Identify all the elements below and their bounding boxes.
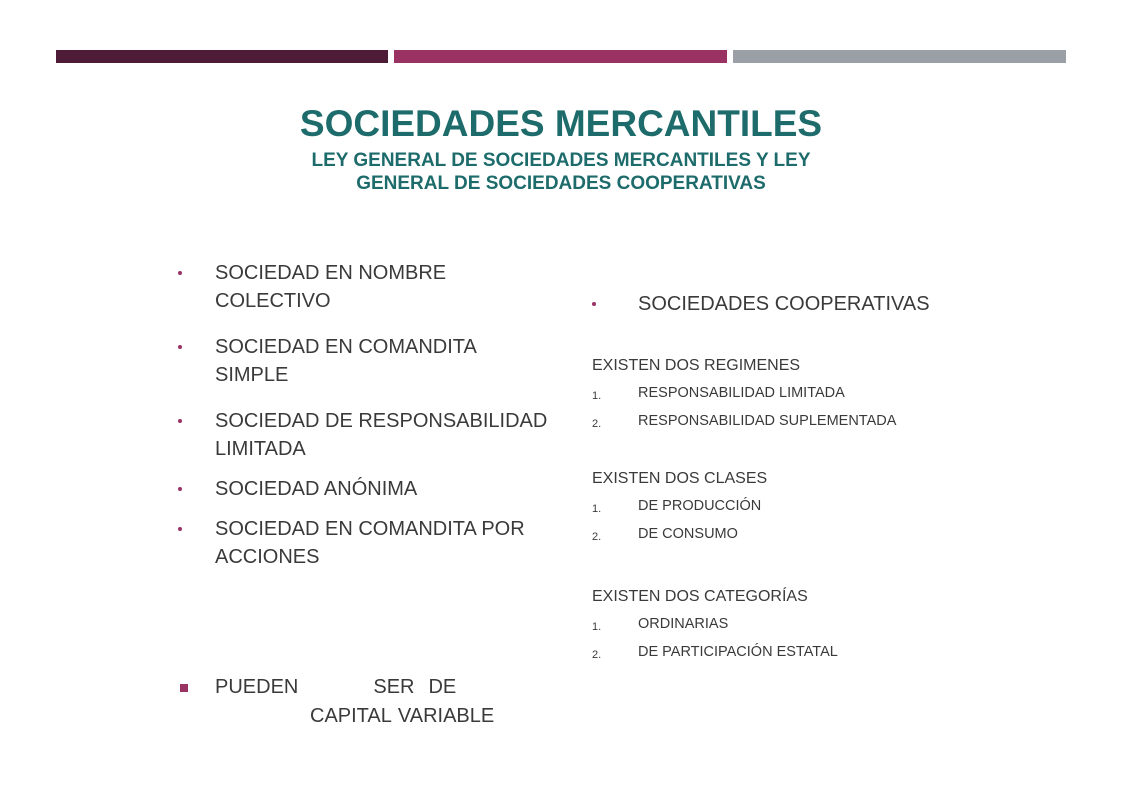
title-block — [0, 103, 1122, 195]
group-heading: EXISTEN DOS CATEGORÍAS — [592, 588, 808, 605]
page-subtitle: LEY GENERAL DE SOCIEDADES MERCANTILES Y LEY GENERAL DE SOCIEDADES COOPERATIVAS — [311, 150, 811, 194]
item-text: RESPONSABILIDAD LIMITADA — [638, 385, 845, 401]
list-item-label: SOCIEDAD EN COMANDITA SIMPLE — [215, 336, 476, 386]
square-bullet-icon — [180, 684, 188, 692]
classes-group — [592, 469, 1032, 553]
cooperatives-heading-label: SOCIEDADES COOPERATIVAS — [638, 293, 930, 315]
bullet-icon — [178, 345, 182, 349]
item-number: 2. — [592, 649, 602, 661]
accent-bar-magenta — [394, 50, 727, 63]
list-item — [178, 259, 548, 315]
list-item — [178, 475, 548, 503]
bullet-icon — [178, 527, 182, 531]
note-word: VARIABLE — [397, 705, 495, 727]
bullet-icon — [592, 302, 596, 306]
note-word: PUEDEN — [215, 676, 299, 698]
item-number: 1. — [592, 503, 602, 515]
bullet-icon — [178, 271, 182, 275]
bullet-icon — [178, 487, 182, 491]
item-number: 1. — [592, 390, 602, 402]
item-number: 2. — [592, 531, 602, 543]
item-text: ORDINARIAS — [638, 616, 729, 632]
accent-bar-dark — [56, 50, 388, 63]
list-item-label: SOCIEDAD EN COMANDITA POR ACCIONES — [215, 518, 525, 568]
categories-group — [592, 587, 1032, 671]
list-item — [592, 384, 1032, 402]
list-item-label: SOCIEDAD DE RESPONSABILIDAD LIMITADA — [215, 410, 548, 460]
note-word: SER — [373, 676, 415, 698]
item-number: 1. — [592, 621, 602, 633]
company-types-list — [178, 259, 548, 589]
group-heading: EXISTEN DOS CLASES — [592, 470, 768, 487]
accent-bar-gray — [733, 50, 1066, 63]
list-item — [592, 497, 1032, 515]
list-item-label: SOCIEDAD ANÓNIMA — [215, 478, 418, 500]
capital-variable-note — [178, 673, 548, 731]
list-item — [178, 333, 548, 389]
list-item — [592, 615, 1032, 633]
page-title: SOCIEDADES MERCANTILES — [299, 103, 823, 144]
item-text: DE CONSUMO — [638, 526, 738, 542]
item-number: 2. — [592, 418, 602, 430]
regimes-group — [592, 356, 1032, 440]
list-item-label: SOCIEDAD EN NOMBRE COLECTIVO — [215, 262, 447, 312]
item-text: RESPONSABILIDAD SUPLEMENTADA — [638, 413, 897, 429]
item-text: DE PARTICIPACIÓN ESTATAL — [638, 644, 838, 660]
note-word: DE — [428, 676, 457, 698]
list-item — [178, 407, 548, 463]
group-heading: EXISTEN DOS REGIMENES — [592, 357, 801, 374]
cooperatives-heading — [592, 290, 930, 318]
list-item — [592, 412, 1032, 430]
item-text: DE PRODUCCIÓN — [638, 498, 762, 514]
bullet-icon — [178, 419, 182, 423]
list-item — [592, 525, 1032, 543]
list-item — [178, 515, 548, 571]
list-item — [592, 643, 1032, 661]
note-word: CAPITAL — [310, 705, 392, 727]
